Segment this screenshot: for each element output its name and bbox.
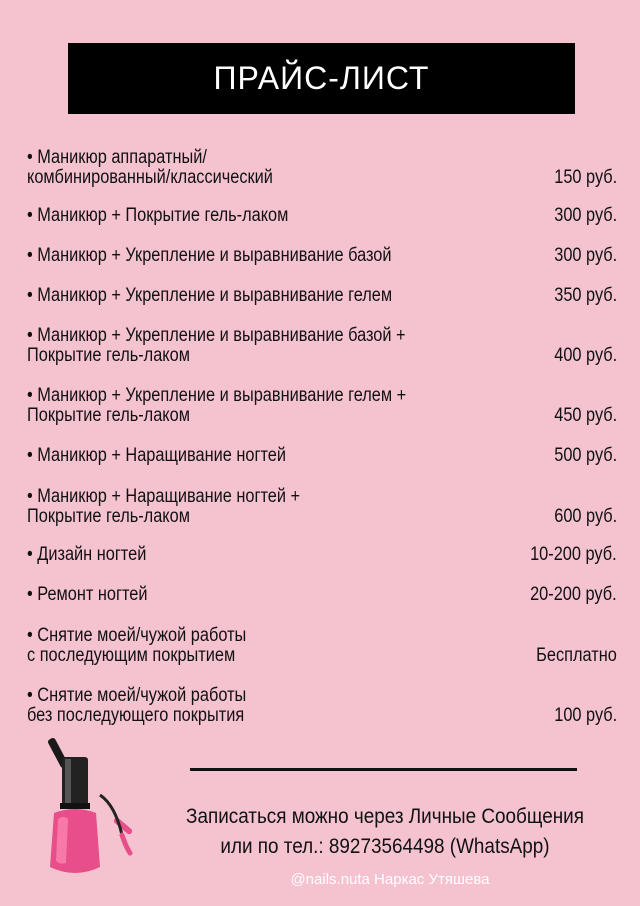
item-name: • Маникюр + Укрепление и выравнивание базой	[27, 246, 392, 266]
item-price: 10-200 руб.	[530, 544, 617, 565]
item-price: 300 руб.	[554, 245, 617, 266]
item-name: • Маникюр + Укрепление и выравнивание гелем + Покрытие гель-лаком	[27, 386, 406, 426]
page-title: ПРАЙС-ЛИСТ	[213, 60, 430, 96]
list-item	[27, 446, 617, 466]
item-price: 300 руб.	[554, 205, 617, 226]
list-item	[27, 246, 617, 266]
list-item	[27, 326, 617, 366]
contact-line-2: или по тел.: 89273564498 (WhatsApp)	[220, 835, 550, 858]
item-price: 150 руб.	[554, 167, 617, 188]
credit-watermark: @nails.nuta Наркас Утяшева	[290, 871, 490, 888]
item-name: • Снятие моей/чужой работы без последующего покрытия	[27, 686, 246, 726]
list-item	[27, 487, 617, 527]
item-name: • Маникюр + Укрепление и выравнивание базой + Покрытие гель-лаком	[27, 326, 406, 366]
list-item	[27, 686, 617, 726]
item-price: 100 руб.	[554, 705, 617, 726]
item-name: • Маникюр + Наращивание ногтей + Покрытие гель-лаком	[27, 487, 300, 527]
item-name: • Маникюр + Укрепление и выравнивание гелем	[27, 286, 392, 306]
contact-line-1: Записаться можно через Личные Сообщения	[186, 805, 584, 828]
list-item	[27, 148, 617, 188]
list-item	[27, 386, 617, 426]
item-name: • Маникюр аппаратный/ комбинированный/классический	[27, 148, 273, 188]
item-name: • Маникюр + Наращивание ногтей	[27, 446, 286, 466]
item-price: Бесплатно	[536, 645, 617, 666]
item-price: 450 руб.	[554, 405, 617, 426]
item-name: • Ремонт ногтей	[27, 585, 147, 605]
item-name: • Маникюр + Покрытие гель-лаком	[27, 206, 288, 226]
list-item	[27, 286, 617, 306]
list-item	[27, 206, 617, 226]
item-price: 600 руб.	[554, 506, 617, 527]
item-price: 400 руб.	[554, 345, 617, 366]
item-price: 500 руб.	[554, 445, 617, 466]
nail-polish-icon	[40, 735, 150, 885]
divider	[190, 768, 577, 771]
list-item	[27, 626, 617, 666]
contact-info	[174, 802, 597, 862]
list-item	[27, 545, 617, 565]
item-price: 350 руб.	[554, 285, 617, 306]
title-banner	[68, 43, 575, 114]
list-item	[27, 585, 617, 605]
item-name: • Снятие моей/чужой работы с последующим покрытием	[27, 626, 246, 666]
item-name: • Дизайн ногтей	[27, 545, 146, 565]
item-price: 20-200 руб.	[530, 584, 617, 605]
